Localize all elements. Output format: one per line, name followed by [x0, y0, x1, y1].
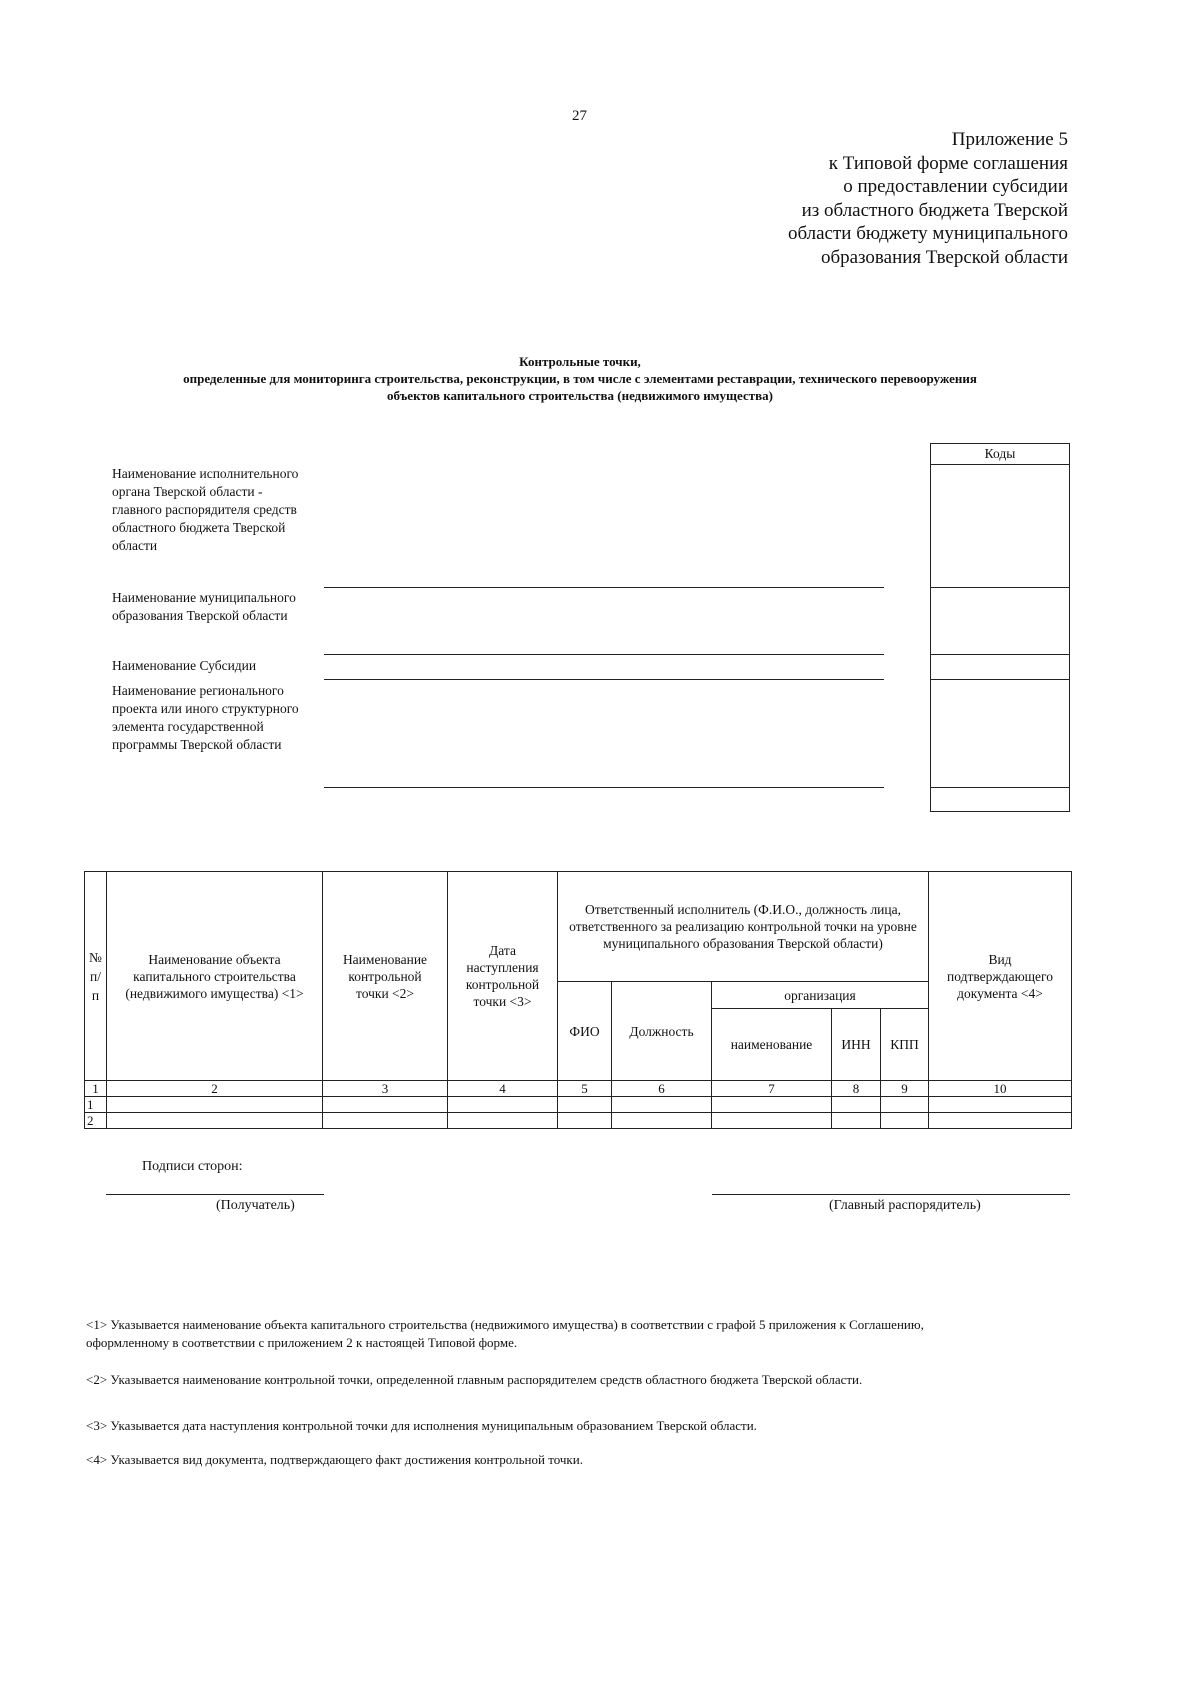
label-line: органа Тверской области -: [112, 484, 263, 499]
label-line: элемента государственной: [112, 719, 264, 734]
footnote-line: <1> Указывается наименование объекта капитального строительства (недвижимого имущества) в соответствии с графой 5 приложения к Соглашению,: [86, 1317, 924, 1332]
codes-separator: [931, 787, 1069, 788]
footnote-3: <3> Указывается дата наступления контрольной точки для исполнения муниципальным образованием Тверской области.: [86, 1418, 757, 1433]
table-cell[interactable]: [712, 1113, 832, 1129]
table-cell[interactable]: [929, 1113, 1072, 1129]
table-row: [85, 1097, 1072, 1113]
header-checkpoint: Наименование контрольной точки <2>: [323, 872, 448, 1081]
appendix-line: образования Тверской области: [820, 246, 1068, 268]
signatures-title: Подписи сторон:: [142, 1159, 243, 1174]
header-inn: ИНН: [832, 1009, 881, 1081]
codes-box: [930, 443, 1070, 812]
page-number: 27: [572, 108, 587, 124]
recipient-signature-line[interactable]: [106, 1194, 324, 1195]
header-document: Вид подтверждающего документа <4>: [929, 872, 1072, 1081]
manager-label: (Главный распорядитель): [829, 1198, 981, 1213]
appendix-line: из областного бюджета Тверской: [801, 199, 1068, 221]
table-cell[interactable]: [832, 1097, 881, 1113]
header-org-name: наименование: [712, 1009, 832, 1081]
label-line: проекта или иного структурного: [112, 701, 299, 716]
column-number: 5: [558, 1081, 612, 1097]
table-cell[interactable]: [323, 1113, 448, 1129]
manager-signature-line[interactable]: [712, 1194, 1070, 1195]
codes-separator: [931, 679, 1069, 680]
label-line: областного бюджета Тверской: [112, 520, 286, 535]
document-title: [90, 353, 1070, 404]
footnote-line: оформленному в соответствии с приложением 2 к настоящей Типовой форме.: [86, 1334, 518, 1350]
title-line: Контрольные точки,: [519, 354, 641, 369]
project-label: [112, 682, 322, 754]
executive-body-label: [112, 465, 322, 555]
column-numbers-row: [85, 1081, 1072, 1097]
header-organization: организация: [712, 982, 929, 1009]
municipality-underline[interactable]: [324, 654, 884, 655]
header-kpp: КПП: [881, 1009, 929, 1081]
column-number: 10: [929, 1081, 1072, 1097]
header-num-line: п/: [90, 968, 101, 984]
footnote-4: <4> Указывается вид документа, подтверждающего факт достижения контрольной точки.: [86, 1452, 583, 1467]
column-number: 4: [448, 1081, 558, 1097]
table-cell[interactable]: [323, 1097, 448, 1113]
header-num: [85, 872, 107, 1081]
label-line: Наименование исполнительного: [112, 466, 299, 481]
appendix-line: области бюджету муниципального: [787, 223, 1068, 244]
label-line: программы Тверской области: [112, 737, 282, 752]
header-responsible: Ответственный исполнитель (Ф.И.О., должность лица, ответственного за реализацию контрольной точки на уровне муниципального образования Тверской области): [558, 872, 929, 982]
header-object: Наименование объекта капитального строительства (недвижимого имущества) <1>: [107, 872, 323, 1081]
column-number: 2: [107, 1081, 323, 1097]
column-number: 6: [612, 1081, 712, 1097]
column-number: 9: [881, 1081, 929, 1097]
title-line: определенные для мониторинга строительства, реконструкции, в том числе с элементами реставрации, технического перевооружения: [183, 371, 977, 386]
table-cell[interactable]: [612, 1097, 712, 1113]
table-cell[interactable]: [612, 1113, 712, 1129]
header-position: Должность: [612, 982, 712, 1081]
column-number: 7: [712, 1081, 832, 1097]
column-number: 8: [832, 1081, 881, 1097]
header-fio: ФИО: [558, 982, 612, 1081]
appendix-header: [648, 128, 1068, 269]
row-number: 2: [85, 1113, 107, 1129]
checkpoints-table: [84, 871, 1072, 1129]
codes-separator: [931, 654, 1069, 655]
codes-header: Коды: [931, 444, 1069, 465]
table-cell[interactable]: [558, 1097, 612, 1113]
municipality-label: [112, 589, 322, 625]
appendix-line: Приложение 5: [951, 129, 1068, 150]
table-cell[interactable]: [107, 1113, 323, 1129]
table-cell[interactable]: [558, 1113, 612, 1129]
title-line: объектов капитального строительства (недвижимого имущества): [387, 388, 773, 403]
table-cell[interactable]: [448, 1097, 558, 1113]
appendix-line: о предоставлении субсидии: [843, 176, 1068, 197]
table-cell[interactable]: [881, 1113, 929, 1129]
column-number: 3: [323, 1081, 448, 1097]
label-line: Наименование регионального: [112, 683, 284, 698]
executive-body-underline[interactable]: [324, 587, 884, 588]
table-cell[interactable]: [107, 1097, 323, 1113]
codes-separator: [931, 587, 1069, 588]
project-underline[interactable]: [324, 787, 884, 788]
footnote-2: <2> Указывается наименование контрольной точки, определенной главным распорядителем средств областного бюджета Тверской области.: [86, 1372, 863, 1387]
label-line: Наименование муниципального: [112, 590, 296, 605]
table-cell[interactable]: [929, 1097, 1072, 1113]
table-cell[interactable]: [712, 1097, 832, 1113]
label-line: образования Тверской области: [112, 608, 288, 623]
table-cell[interactable]: [448, 1113, 558, 1129]
label-line: Наименование Субсидии: [112, 658, 257, 673]
subsidy-underline[interactable]: [324, 679, 884, 680]
subsidy-label: [112, 657, 322, 675]
label-line: главного распорядителя средств: [112, 502, 297, 517]
table-cell[interactable]: [832, 1113, 881, 1129]
header-num-line: №: [89, 949, 102, 965]
header-num-line: п: [91, 987, 100, 1003]
header-date: Дата наступления контрольной точки <3>: [448, 872, 558, 1081]
footnote-1: [86, 1316, 1086, 1351]
label-line: области: [112, 538, 158, 553]
row-number: 1: [85, 1097, 107, 1113]
recipient-label: (Получатель): [216, 1198, 295, 1213]
table-cell[interactable]: [881, 1097, 929, 1113]
column-number: 1: [85, 1081, 107, 1097]
appendix-line: к Типовой форме соглашения: [828, 152, 1068, 174]
table-row: [85, 1113, 1072, 1129]
